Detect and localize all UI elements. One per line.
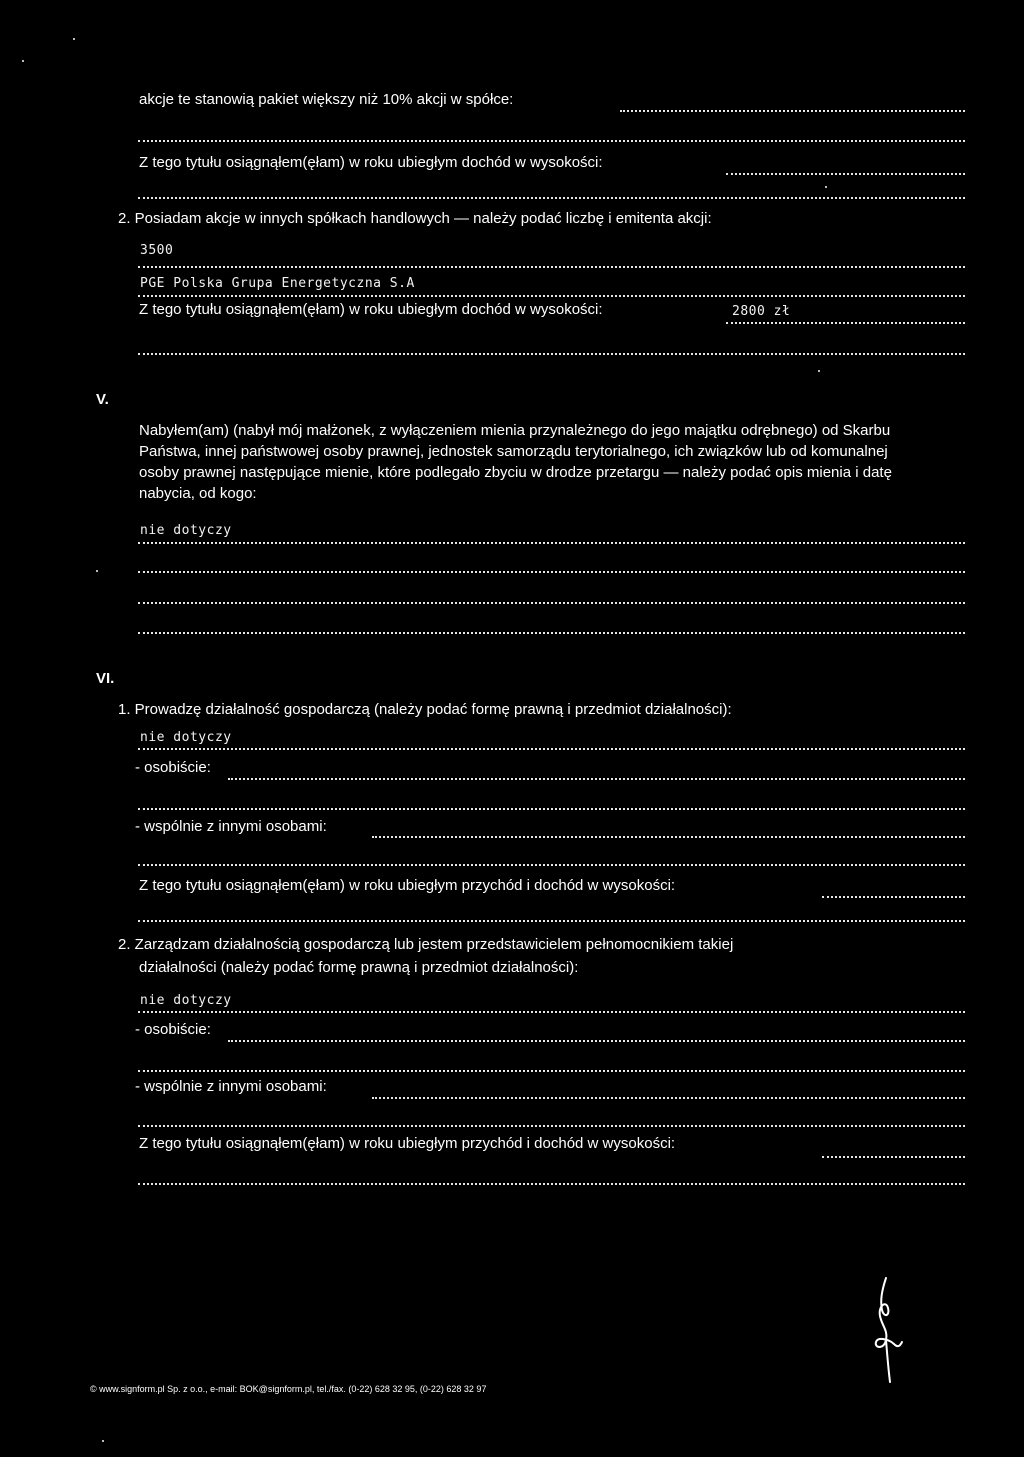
business-activity-answer: nie dotyczy [140,730,232,745]
answer-line [228,1040,965,1042]
income-label: Z tego tytułu osiągnąłem(ęłam) w roku ubiegłym dochód w wysokości: [139,154,603,171]
personally-label: - osobiście: [135,759,211,776]
income-label: Z tego tytułu osiągnąłem(ęłam) w roku ubiegłym dochód w wysokości: [139,301,603,318]
business-management-label-cont: działalności (należy podać formę prawną i przedmiot działalności): [139,959,579,976]
shares-count-value: 3500 [140,243,174,258]
jointly-label: - wspólnie z innymi osobami: [135,818,327,835]
answer-line [138,295,965,297]
answer-line [138,353,965,355]
answer-line [138,808,965,810]
section-v-description: Nabyłem(am) (nabył mój małżonek, z wyłączeniem mienia przynależnego do jego majątku odrębnego) od Skarbu Państwa, innej państwowej osoby prawnej, jednostek samorządu terytorialnego, ich związków lub od komunalnej osoby prawnej następujące mienie, które podlegało zbyciu w drodze przetargu — należy podać opis mienia i datę nabycia, od kogo: [139,422,892,502]
answer-line [726,322,965,324]
answer-line [620,110,965,112]
section-number: VI. [96,670,115,687]
scan-speck [825,186,827,188]
answer-line [822,1156,965,1158]
answer-line [726,173,965,175]
answer-line [138,1125,965,1127]
answer-line [138,1070,965,1072]
income-label: Z tego tytułu osiągnąłem(ęłam) w roku ubiegłym przychód i dochód w wysokości: [139,1135,676,1152]
handwritten-signature [860,1270,920,1390]
answer-line [138,542,965,544]
answer-line [138,632,965,634]
shares-issuer-value: PGE Polska Grupa Energetyczna S.A [140,276,415,291]
answer-line [138,1183,965,1185]
answer-line [138,197,965,199]
answer-line [138,266,965,268]
income-value: 2800 zł [732,304,791,319]
scan-speck [96,570,98,572]
answer-line [138,920,965,922]
answer-line [228,778,965,780]
answer-line [138,864,965,866]
answer-line [138,748,965,750]
footer-copyright: © www.signform.pl Sp. z o.o., e-mail: BOK@signform.pl, tel./fax. (0-22) 628 32 95, (0-22) 628 32 97 [90,1384,487,1394]
answer-line [822,896,965,898]
answer-line [138,1011,965,1013]
scan-speck [22,60,24,62]
scan-speck [818,370,820,372]
scan-speck [73,38,75,40]
answer-line [372,1097,965,1099]
share-percentage-label: akcje te stanowią pakiet większy niż 10% akcji w spółce: [139,91,514,108]
section-v-answer: nie dotyczy [140,523,232,538]
answer-line [138,140,965,142]
business-management-answer: nie dotyczy [140,993,232,1008]
answer-line [372,836,965,838]
shares-other-companies-label: 2. Posiadam akcje w innych spółkach handlowych — należy podać liczbę i emitenta akcji: [118,210,712,227]
business-activity-label: 1. Prowadzę działalność gospodarczą (należy podać formę prawną i przedmiot działalności): [118,701,732,718]
answer-line [138,602,965,604]
scan-speck [102,1440,104,1442]
income-label: Z tego tytułu osiągnąłem(ęłam) w roku ubiegłym przychód i dochód w wysokości: [139,877,676,894]
business-management-label: 2. Zarządzam działalnością gospodarczą lub jestem przedstawicielem pełnomocnikiem takiej [118,936,734,953]
personally-label: - osobiście: [135,1021,211,1038]
section-number: V. [96,391,109,408]
answer-line [138,571,965,573]
jointly-label: - wspólnie z innymi osobami: [135,1078,327,1095]
